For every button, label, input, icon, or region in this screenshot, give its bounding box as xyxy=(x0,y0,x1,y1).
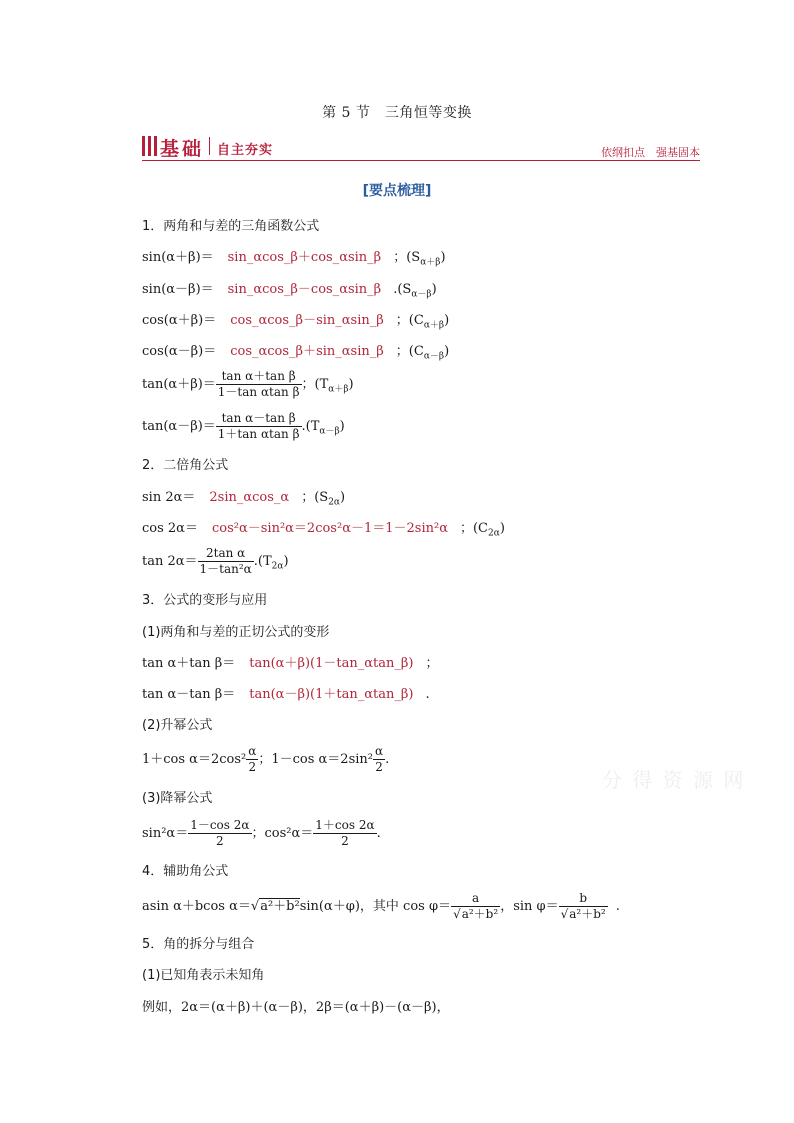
formula-lhs: tan α＋tan β＝ xyxy=(142,656,236,671)
watermark: 分 得 资 源 网 xyxy=(602,768,746,792)
formula-tag: ； xyxy=(425,656,439,671)
formula-text: sin(α＋φ)，其中 cos φ＝ xyxy=(299,899,452,914)
formula-text: asin α＋bcos α＝ xyxy=(142,899,251,914)
fraction-numerator: tan α＋tan β xyxy=(216,369,302,385)
example-text: 例如，2α＝(α＋β)＋(α－β)，2β＝(α＋β)－(α－β)， xyxy=(142,1000,450,1015)
fraction-denominator: 2 xyxy=(341,834,349,848)
formula-tag: ；(C xyxy=(395,344,424,359)
fraction xyxy=(313,818,376,849)
formula-text: sin²α＝ xyxy=(142,826,189,841)
banner-separator xyxy=(209,137,210,155)
formula-tag-end: ) xyxy=(444,313,450,328)
banner-right: 依纲扣点 强基固本 xyxy=(601,146,700,159)
formula-tag: .(T xyxy=(253,554,272,569)
formula-cos-minus xyxy=(142,343,449,366)
fraction-numerator: 1－cos 2α xyxy=(190,818,250,832)
formula-lhs: tan 2α＝ xyxy=(142,554,198,569)
section-title: [要点梳理] xyxy=(362,183,432,199)
fraction-denominator: 1－tan αtan β xyxy=(217,385,300,399)
formula-lhs: cos 2α＝ xyxy=(142,521,198,536)
sqrt-radicand: a²＋b² xyxy=(569,907,606,921)
formula-tag-end: ) xyxy=(440,250,446,265)
formula-tag-sub: 2α xyxy=(488,528,500,539)
answer-text: sin_αcos_β－cos_αsin_β xyxy=(227,282,382,297)
formula-tag-end: ) xyxy=(431,282,437,297)
fraction-denominator xyxy=(559,907,608,922)
fraction-numerator: α xyxy=(248,744,257,758)
subheading-3-3: (3)降幂公式 xyxy=(142,791,213,806)
formula-tag: .(T xyxy=(301,419,320,434)
formula-tag-end: . xyxy=(615,899,620,914)
fraction xyxy=(559,891,608,922)
subheading-3-1: (1)两角和与差的正切公式的变形 xyxy=(142,625,330,640)
subheading-5-1: (1)已知角表示未知角 xyxy=(142,968,265,983)
formula-tag-end: ) xyxy=(340,490,346,505)
sqrt-radicand: a²＋b² xyxy=(461,907,499,921)
sqrt-sign: √ xyxy=(250,899,260,914)
formula-tag-end: ) xyxy=(283,554,289,569)
formula-tag-sub: α＋β xyxy=(328,384,349,395)
fraction-denominator: 1＋tan αtan β xyxy=(217,427,300,441)
sqrt-sign: √ xyxy=(560,907,569,921)
formula-tag-end: . xyxy=(376,826,381,841)
formula-tag: ；(S xyxy=(393,250,421,265)
answer-text: tan(α＋β)(1－tan_αtan_β) xyxy=(249,656,414,671)
formula-sin-minus xyxy=(142,281,437,304)
fraction-numerator: 2tan α xyxy=(198,546,254,562)
heading-3: 3．公式的变形与应用 xyxy=(142,593,268,608)
formula-lhs: tan(α＋β)＝ xyxy=(142,377,216,392)
formula-tan-sum xyxy=(142,655,438,673)
formula-tag-end: . xyxy=(385,752,390,767)
fraction-denominator xyxy=(451,907,500,922)
fraction-denominator: 2 xyxy=(375,760,383,774)
fraction xyxy=(188,818,251,849)
formula-tag-sub: α＋β xyxy=(420,257,441,268)
formula-lhs: tan(α－β)＝ xyxy=(142,419,216,434)
fraction-numerator: tan α－tan β xyxy=(216,411,302,427)
answer-text: tan(α－β)(1＋tan_αtan_β) xyxy=(249,687,414,702)
formula-cos-plus xyxy=(142,312,449,335)
formula-text: ；cos²α＝ xyxy=(251,826,314,841)
formula-tag-sub: 2α xyxy=(271,561,284,572)
formula-text: ；1－cos α＝2sin² xyxy=(258,752,373,767)
heading-1: 1．两角和与差的三角函数公式 xyxy=(142,219,320,234)
fraction xyxy=(373,744,385,775)
banner-bar xyxy=(142,136,145,156)
banner-main: 基础 xyxy=(160,138,205,160)
fraction-numerator: 1＋cos 2α xyxy=(315,818,375,832)
answer-text: cos_αcos_β＋sin_αsin_β xyxy=(230,344,384,359)
formula-tag-sub: α＋β xyxy=(423,320,445,331)
formula-tag-end: ) xyxy=(444,344,450,359)
formula-lhs: sin 2α＝ xyxy=(142,490,196,505)
banner-bar xyxy=(148,136,151,156)
formula-raise-power xyxy=(142,744,389,775)
fraction-numerator: a xyxy=(451,891,500,907)
fraction xyxy=(451,891,500,922)
formula-tag-sub: α－β xyxy=(423,351,445,362)
formula-tag-sub: 2α xyxy=(328,497,340,508)
fraction-numerator: α xyxy=(375,744,384,758)
heading-4: 4．辅助角公式 xyxy=(142,864,229,879)
section-banner xyxy=(142,134,700,161)
banner-sub: 自主夯实 xyxy=(217,143,274,158)
heading-2: 2．二倍角公式 xyxy=(142,458,229,473)
fraction-denominator: 1－tan²α xyxy=(199,562,252,576)
formula-lhs: sin(α＋β)＝ xyxy=(142,250,214,265)
formula-lhs: sin(α－β)＝ xyxy=(142,282,214,297)
formula-text: 1＋cos α＝2cos² xyxy=(142,752,247,767)
formula-text: ，sin φ＝ xyxy=(500,899,559,914)
formula-tag-end: ) xyxy=(348,377,354,392)
formula-tag: ；(T xyxy=(301,377,329,392)
sqrt-radicand: a²＋b² xyxy=(260,899,300,914)
fraction xyxy=(198,546,254,577)
formula-tan-minus xyxy=(142,411,345,442)
formula-tan-plus xyxy=(142,369,354,400)
banner-bar xyxy=(154,136,157,156)
formula-tan2 xyxy=(142,546,289,577)
formula-tan-diff xyxy=(142,686,430,704)
subheading-3-2: (2)升幂公式 xyxy=(142,718,213,733)
fraction-denominator: 2 xyxy=(216,834,224,848)
formula-tag: ；(S xyxy=(301,490,329,505)
formula-sin-plus xyxy=(142,249,446,272)
formula-cos2 xyxy=(142,520,505,543)
fraction xyxy=(216,369,302,400)
fraction-numerator: b xyxy=(559,891,608,907)
fraction xyxy=(246,744,258,775)
answer-text: sin_αcos_β＋cos_αsin_β xyxy=(227,250,382,265)
formula-tag-sub: α－β xyxy=(411,289,432,300)
formula-lhs: cos(α＋β)＝ xyxy=(142,313,217,328)
formula-lhs: tan α－tan β＝ xyxy=(142,687,236,702)
answer-text: cos²α－sin²α＝2cos²α－1＝1－2sin²α xyxy=(211,521,448,536)
formula-tag: ；(C xyxy=(459,521,489,536)
formula-auxiliary-angle xyxy=(142,891,620,922)
formula-lhs: cos(α－β)＝ xyxy=(142,344,217,359)
formula-tag-end: ) xyxy=(499,521,505,536)
formula-sin2 xyxy=(142,489,345,512)
page-title: 第 5 节 三角恒等变换 xyxy=(322,105,472,121)
formula-lower-power xyxy=(142,818,381,849)
sqrt-sign: √ xyxy=(453,907,461,921)
fraction-denominator: 2 xyxy=(248,760,257,774)
heading-5: 5．角的拆分与组合 xyxy=(142,937,255,952)
formula-tag: .(S xyxy=(393,282,412,297)
fraction xyxy=(216,411,302,442)
formula-tag-end: ) xyxy=(339,419,345,434)
answer-text: cos_αcos_β－sin_αsin_β xyxy=(230,313,384,328)
formula-tag: ；(C xyxy=(395,313,424,328)
formula-tag-sub: α－β xyxy=(319,426,340,437)
answer-text: 2sin_αcos_α xyxy=(209,490,290,505)
formula-tag: . xyxy=(425,687,430,702)
